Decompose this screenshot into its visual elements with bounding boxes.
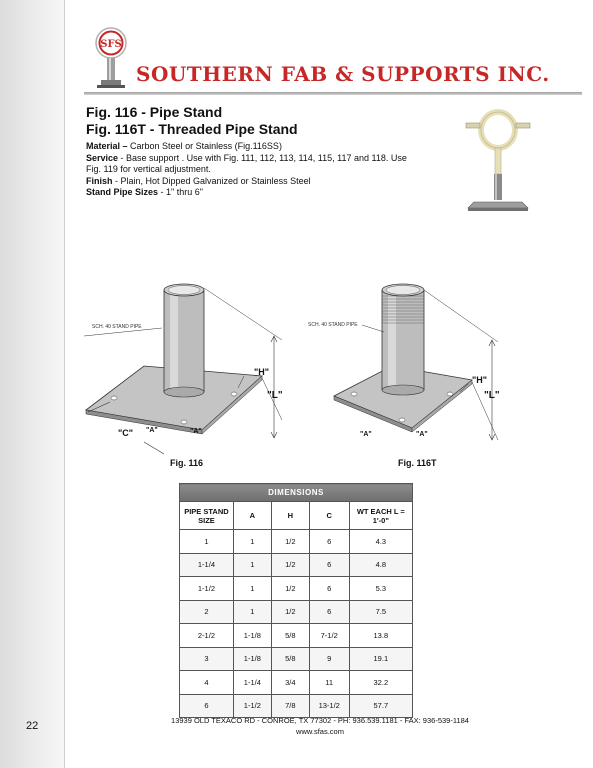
spec-list — [86, 141, 416, 199]
cell-size: 1-1/2 — [180, 577, 234, 601]
cell-wt: 7.5 — [349, 600, 412, 624]
product-title-116: Fig. 116 - Pipe Stand — [86, 104, 223, 120]
spec-service: Service - Base support . Use with Fig. 111, 112, 113, 114, 115, 117 and 118. Use Fig. 119 for vertical adjustment. — [86, 152, 407, 175]
cell-c: 13-1/2 — [309, 694, 349, 718]
table-row — [180, 694, 413, 718]
dim-l-label-116t: "L" — [484, 390, 500, 401]
cell-a: 1 — [233, 577, 271, 601]
cell-a: 1 — [233, 553, 271, 577]
cell-a: 1-1/4 — [233, 671, 271, 695]
cell-c: 6 — [309, 553, 349, 577]
company-name: SOUTHERN FAB & SUPPORTS INC. — [136, 62, 550, 86]
table-row — [180, 624, 413, 648]
footer-website[interactable]: www.sfas.com — [296, 727, 344, 736]
dim-l-label: "L" — [267, 390, 283, 401]
footer-address: 13939 OLD TEXACO RD - CONROE, TX 77302 - PH: 936.539.1181 - FAX: 936-539-1184 — [171, 716, 469, 725]
table-row — [180, 553, 413, 577]
table-row — [180, 530, 413, 554]
cell-c: 9 — [309, 647, 349, 671]
fig-116t-caption: Fig. 116T — [398, 458, 437, 468]
fig-116-drawing — [84, 270, 302, 478]
dimensions-table — [179, 483, 413, 718]
cell-h: 7/8 — [271, 694, 309, 718]
product-photo — [462, 104, 534, 216]
cell-h: 5/8 — [271, 624, 309, 648]
cell-h: 1/2 — [271, 530, 309, 554]
company-logo — [88, 26, 134, 96]
cell-wt: 5.3 — [349, 577, 412, 601]
cell-a: 1-1/8 — [233, 624, 271, 648]
cell-c: 11 — [309, 671, 349, 695]
cell-a: 1 — [233, 600, 271, 624]
fig-116-caption: Fig. 116 — [170, 458, 204, 468]
cell-c: 6 — [309, 600, 349, 624]
dim-a2-label-116t: "A" — [416, 431, 428, 438]
col-pipe-stand-size: PIPE STAND SIZE — [180, 502, 234, 530]
cell-size: 2-1/2 — [180, 624, 234, 648]
col-h: H — [271, 502, 309, 530]
cell-wt: 4.3 — [349, 530, 412, 554]
fig-116t-drawing — [300, 270, 515, 478]
left-margin-band — [0, 0, 64, 768]
cell-size: 3 — [180, 647, 234, 671]
table-row — [180, 600, 413, 624]
cell-a: 1 — [233, 530, 271, 554]
cell-wt: 13.8 — [349, 624, 412, 648]
cell-size: 4 — [180, 671, 234, 695]
cell-c: 6 — [309, 530, 349, 554]
dim-a1-label-116t: "A" — [360, 431, 372, 438]
margin-divider — [64, 0, 65, 768]
table-caption-row — [180, 484, 413, 502]
dim-a2-label: "A" — [190, 428, 202, 435]
spec-finish: Finish - Plain, Hot Dipped Galvanized or Stainless Steel — [86, 175, 311, 186]
table-row — [180, 671, 413, 695]
footer — [110, 715, 530, 737]
cell-wt: 57.7 — [349, 694, 412, 718]
dim-h-label: "H" — [254, 367, 270, 377]
cell-wt: 4.8 — [349, 553, 412, 577]
cell-size: 1-1/4 — [180, 553, 234, 577]
table-header-row — [180, 502, 413, 530]
cell-wt: 19.1 — [349, 647, 412, 671]
spec-material: Material – Carbon Steel or Stainless (Fig.116SS) — [86, 141, 282, 151]
pipe-label-116t: SCH. 40 STAND PIPE — [308, 322, 358, 328]
table-caption: DIMENSIONS — [180, 484, 413, 502]
table-row — [180, 647, 413, 671]
logo-text: SFS — [100, 39, 122, 50]
cell-size: 6 — [180, 694, 234, 718]
cell-wt: 32.2 — [349, 671, 412, 695]
cell-size: 1 — [180, 530, 234, 554]
cell-h: 3/4 — [271, 671, 309, 695]
pipe-label: SCH. 40 STAND PIPE — [92, 324, 142, 330]
cell-h: 1/2 — [271, 577, 309, 601]
cell-a: 1-1/2 — [233, 694, 271, 718]
cell-c: 6 — [309, 577, 349, 601]
cell-h: 5/8 — [271, 647, 309, 671]
cell-c: 7-1/2 — [309, 624, 349, 648]
spec-stand-pipe-sizes: Stand Pipe Sizes - 1" thru 6" — [86, 187, 203, 198]
page-number: 22 — [26, 720, 39, 732]
cell-h: 1/2 — [271, 553, 309, 577]
dim-a1-label: "A" — [146, 427, 158, 434]
dim-c-label: "C" — [118, 428, 134, 438]
product-title-116t: Fig. 116T - Threaded Pipe Stand — [86, 121, 298, 137]
col-a: A — [233, 502, 271, 530]
table-row — [180, 577, 413, 601]
cell-h: 1/2 — [271, 600, 309, 624]
col-c: C — [309, 502, 349, 530]
col-wt-each: WT EACH L = 1'-0" — [349, 502, 412, 530]
header-rule — [84, 92, 582, 95]
cell-a: 1-1/8 — [233, 647, 271, 671]
dim-h-label-116t: "H" — [472, 375, 488, 385]
cell-size: 2 — [180, 600, 234, 624]
